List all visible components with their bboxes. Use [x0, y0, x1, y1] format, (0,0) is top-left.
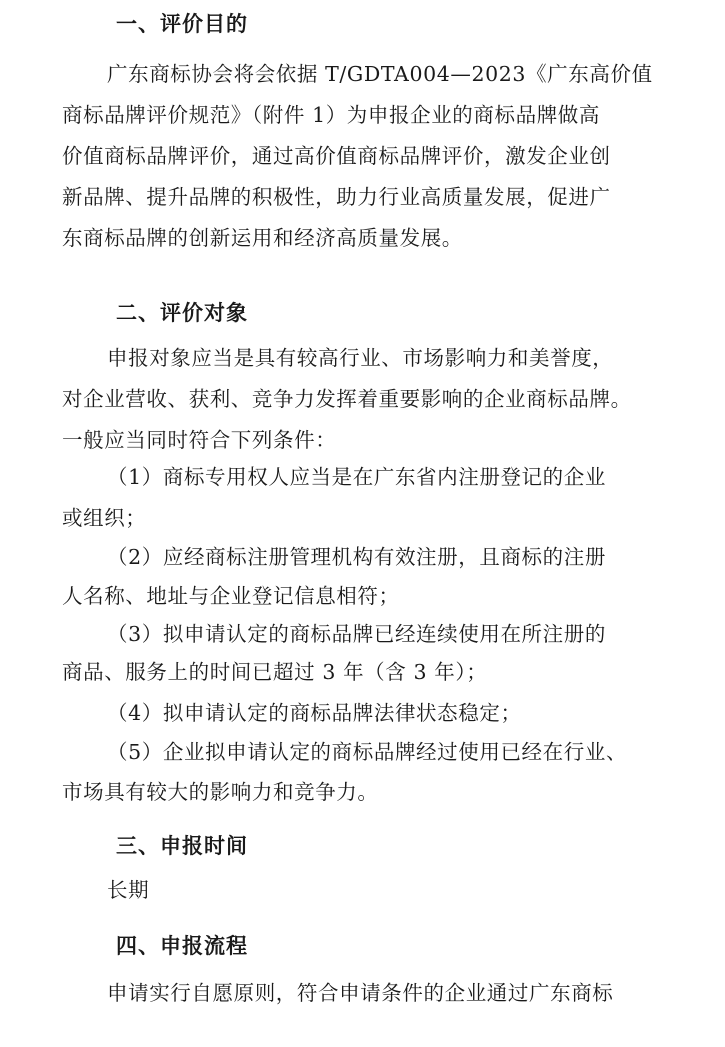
paragraph-line: 申报对象应当是具有较高行业、市场影响力和美誉度，: [107, 346, 614, 370]
paragraph-line: 申请实行自愿原则，符合申请条件的企业通过广东商标: [107, 981, 614, 1005]
section-heading-application-time: 三、申报时间: [116, 834, 248, 858]
paragraph-line: 东商标品牌的创新运用和经济高质量发展。: [62, 226, 463, 250]
condition-item-2-cont: 人名称、地址与企业登记信息相符；: [62, 584, 400, 608]
section-heading-application-process: 四、申报流程: [116, 934, 248, 958]
paragraph-line: 广东商标协会将会依据 T/GDTA004—2023《广东高价值: [107, 62, 653, 86]
condition-item-1-cont: 或组织；: [62, 506, 147, 530]
section-heading-evaluation-purpose: 一、评价目的: [116, 12, 248, 36]
section-heading-evaluation-target: 二、评价对象: [116, 301, 248, 325]
condition-item-1: （1）商标专用权人应当是在广东省内注册登记的企业: [107, 465, 606, 489]
condition-item-5: （5）企业拟申请认定的商标品牌经过使用已经在行业、: [107, 740, 628, 764]
condition-item-3: （3）拟申请认定的商标品牌已经连续使用在所注册的: [107, 622, 606, 646]
paragraph-line: 对企业营收、获利、竞争力发挥着重要影响的企业商标品牌。: [62, 387, 632, 411]
condition-item-3-cont: 商品、服务上的时间已超过 3 年（含 3 年）；: [62, 660, 488, 684]
condition-item-2: （2）应经商标注册管理机构有效注册，且商标的注册: [107, 545, 606, 569]
condition-item-4: （4）拟申请认定的商标品牌法律状态稳定；: [107, 701, 522, 725]
paragraph-line: 长期: [107, 878, 150, 902]
paragraph-line: 价值商标品牌评价，通过高价值商标品牌评价，激发企业创: [62, 144, 611, 168]
condition-item-5-cont: 市场具有较大的影响力和竞争力。: [62, 780, 379, 804]
paragraph-line: 商标品牌评价规范》（附件 1）为申报企业的商标品牌做高: [62, 103, 601, 127]
paragraph-line: 新品牌、提升品牌的积极性，助力行业高质量发展，促进广: [62, 185, 611, 209]
paragraph-line: 一般应当同时符合下列条件：: [62, 428, 337, 452]
